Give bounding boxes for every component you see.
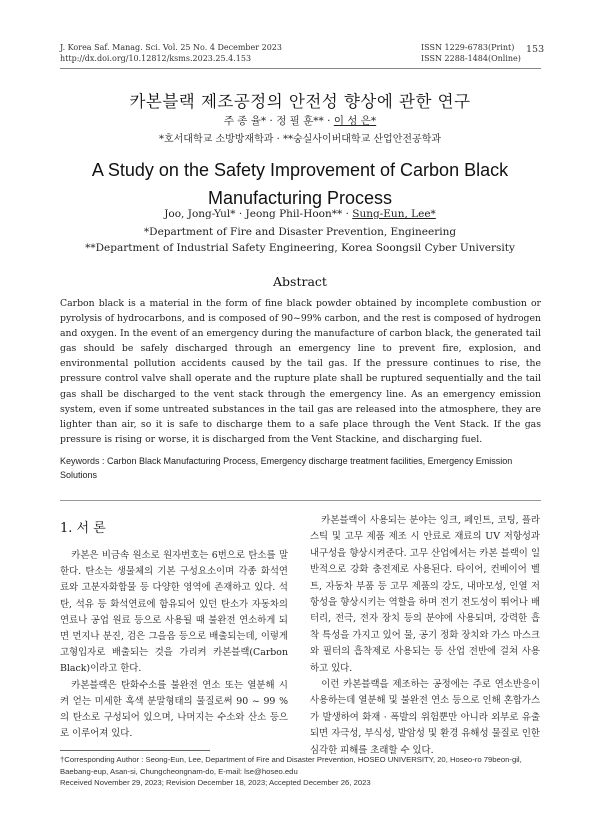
- issn-online: ISSN 2288-1484(Online): [421, 54, 521, 63]
- journal-citation: J. Korea Saf. Manag. Sci. Vol. 25 No. 4 December 2023: [60, 43, 282, 52]
- issn-print: ISSN 1229-6783(Print): [421, 43, 515, 52]
- abstract-heading: Abstract: [273, 274, 327, 289]
- korean-authors-list: 주 종 율* · 정 필 훈** ·: [223, 115, 334, 127]
- english-affiliation-2: **Department of Industrial Safety Engineering, Korea Soongsil Cyber University: [85, 242, 515, 254]
- keywords-label: Keywords :: [60, 456, 108, 466]
- doi-link[interactable]: http://dx.doi.org/10.12812/ksms.2023.25.4.153: [60, 54, 252, 63]
- right-column: [310, 513, 540, 759]
- page-number: 153: [526, 44, 545, 55]
- received-dates: Received November 29, 2023; Revision December 18, 2023; Accepted December 26, 2023: [60, 778, 371, 787]
- left-column: [60, 548, 288, 742]
- intro-paragraph-2: 카본블랙은 탄화수소를 불완전 연소 또는 열분해 시켜 얻는 미세한 흑색 분말형태의 물질로써 90 ~ 99 %의 탄소로 구성되어 있으며, 나머지는 수소와 산소 등으로 이루어져 있다.: [60, 679, 288, 740]
- keywords-list: Carbon Black Manufacturing Process, Emergency discharge treatment facilities, Emergency Emission Solutions: [60, 456, 513, 480]
- header-divider: [60, 68, 541, 69]
- english-authors: [0, 208, 600, 220]
- corresponding-author-note: †Corresponding Author : Seong-Eun, Lee, Department of Fire and Disaster Prevention, HOSEO UNIVERSITY, 20, Hoseo-ro 79beon-gil, Baebang-eup, Asan-si, Chungcheongnam-do, E-mail: lse@hoseo.edu: [60, 755, 522, 776]
- section-divider: [60, 500, 541, 501]
- english-affiliation-1: *Department of Fire and Disaster Prevention, Engineering: [143, 226, 457, 238]
- intro-paragraph-3: 카본블랙이 사용되는 분야는 잉크, 페인트, 코팅, 플라스틱 및 고무 제품 제조 시 안료로 재료의 UV 저항성과 내구성을 향상시켜준다. 고무 산업에서는 카본 블랙이 일반적으로 강화 충전제로 사용된다. 타이어, 컨베이어 벨트, 자동차 부품 등 고무 제품의 강도, 내마모성, 인열 저항성을 향상시키는 역할을 하며 전기 전도성이 뛰어나 배터리, 전극, 전자 장치 등의 분야에 사용되며, 강력한 흡착 특성을 가지고 있어 물, 공기 정화 장치와 가스 마스크와 필터의 흡착제로 사용되는 등 산업 전반에 걸쳐 사용하고 있다.: [310, 515, 540, 674]
- journal-header: [60, 42, 282, 64]
- korean-authors: [0, 113, 600, 128]
- intro-paragraph-1: 카본은 비금속 원소로 원자번호는 6번으로 탄소를 말한다. 탄소는 생물체의 기본 구성요소이며 각종 화석연료와 고분자화합물 등 다양한 영역에 존재하고 있다. 석탄, 석유 등 화석연료에 함유되어 있던 탄소가 자동차의 연료나 공업 원료 등으로 사용될 때 불완전 연소하게 되면 먼지나 분진, 검은 그을음 등으로 배출되는데, 이렇게 고형입자로 배출되는 것을 가리켜 카본블랙(Carbon Black)이라고 한다.: [60, 550, 288, 675]
- abstract-body: Carbon black is a material in the form of fine black powder obtained by incomplete combustion or pyrolysis of hydrocarbons, and is composed of 90~99% carbon, and the rest is composed of hydrogen and oxygen. In the event of an emergency during the manufacture of carbon black, the generated tail gas should be safely discharged through an emergency line to prevent fire, explosion, and environmental pollution accidents caused by the tail gas. If the pressure continues to rise, the pressure control valve shall operate and the rupture plate shall be ruptured sequentially and the tail gas shall be discharged to the vent stack through the emergency line. As an emergency emission system, even if some untreated substances in the tail gas are released into the atmosphere, they are lighter than air, so it is safe to discharge them to a safe place through the Vent Stack. If the gas pressure is rising or worse, it is discharged from the Vent Stackine, and discharging fuel.: [60, 298, 541, 445]
- english-title: A Study on the Safety Improvement of Carbon Black Manufacturing Process: [91, 160, 509, 208]
- english-authors-list: Joo, Jong-Yul* · Jeong Phil-Hoon** ·: [164, 208, 353, 220]
- intro-paragraph-4: 이런 카본블랙을 제조하는 공정에는 주로 연소반응이 사용하는데 열분해 및 불완전 연소 등으로 인해 혼합가스가 발생하여 화재 · 폭발의 위험뿐만 아니라 외부로 유출되면 자극성, 부식성, 발암성 및 환경 유해성 물질로 인한 심각한 피해를 초래할 수 있다.: [310, 679, 540, 756]
- korean-affiliation: *호서대학교 소방방재학과 · **숭실사이버대학교 산업안전공학과: [158, 134, 442, 145]
- footnote-divider: [60, 750, 210, 751]
- keywords: [60, 454, 541, 482]
- issn-block: [421, 42, 521, 64]
- korean-title: 카본블랙 제조공정의 안전성 향상에 관한 연구: [129, 92, 471, 111]
- english-corresponding-author: Sung-Eun, Lee*: [352, 208, 436, 220]
- section-title: 1. 서 론: [60, 521, 106, 536]
- korean-corresponding-author: 이 성 은*: [333, 115, 377, 127]
- footnote: [60, 754, 541, 789]
